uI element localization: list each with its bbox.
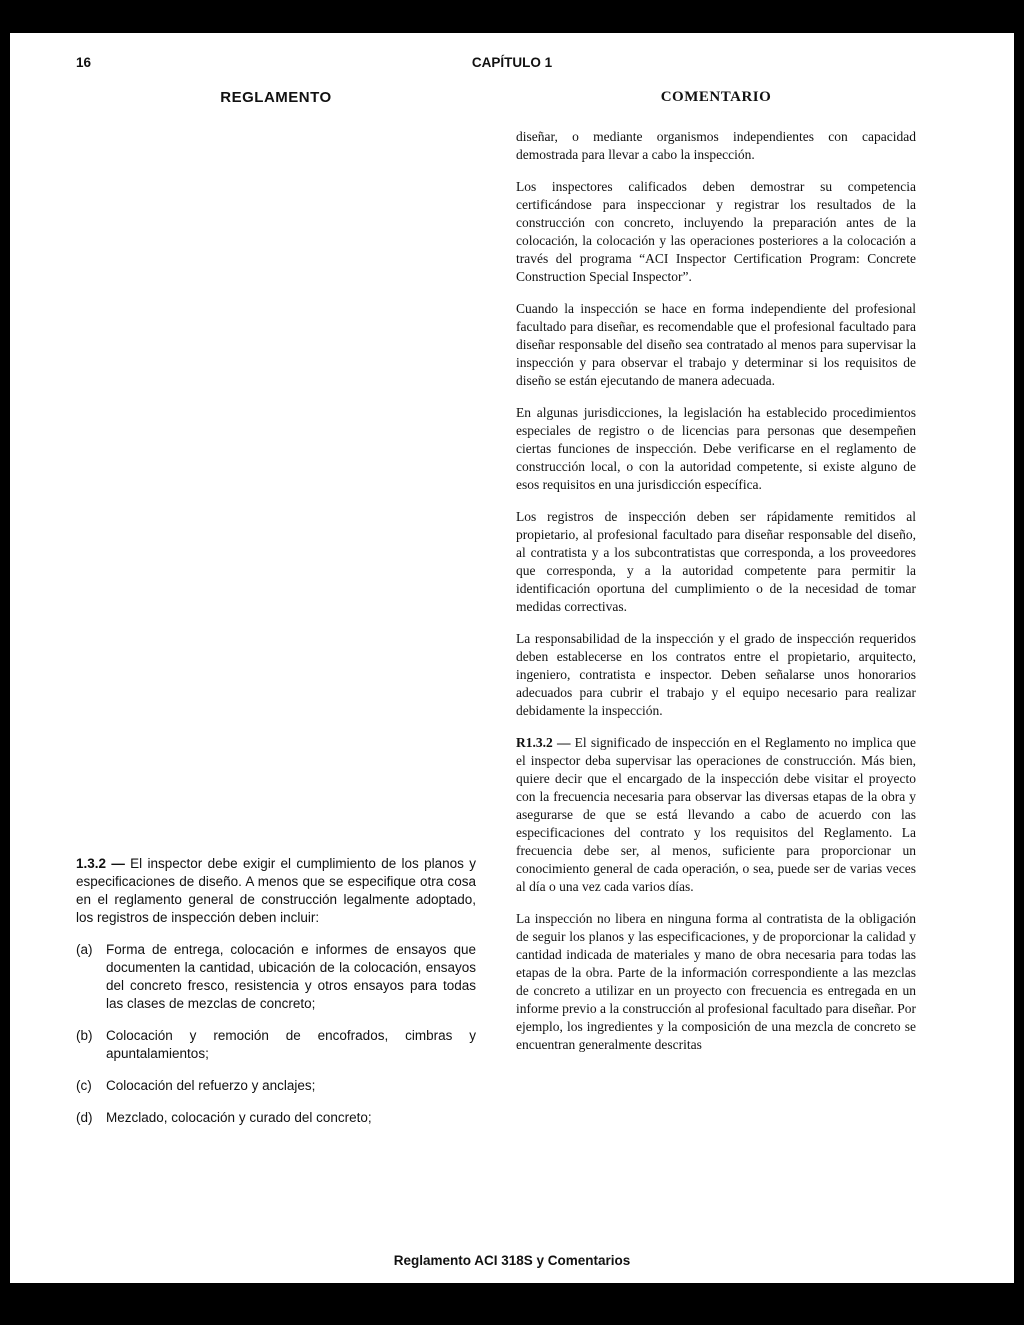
- column-headers: [76, 89, 916, 106]
- list-item-text: Colocación y remoción de encofrados, cimbras y apuntalamientos;: [106, 1028, 476, 1061]
- page-number: 16: [76, 55, 92, 70]
- commentary-paragraph: [516, 178, 916, 286]
- paragraph-text: diseñar, o mediante organismos independientes con capacidad demostrada para llevar a cabo la inspección.: [516, 129, 916, 162]
- list-item-text: Mezclado, colocación y curado del concreto;: [106, 1110, 372, 1125]
- commentary-paragraph: [516, 508, 916, 616]
- commentary-paragraph-R1-3-2: [516, 734, 916, 896]
- paragraph-lead: R1.3.2 —: [516, 735, 575, 750]
- paragraph-text: La inspección no libera en ninguna forma al contratista de la obligación de seguir los planos y las especificaciones, y de proporcionar la calidad y cantidad indicada de materiales y mano de obra necesaria para todas las etapas de la obra. Parte de la información correspondiente a las mezclas de concreto a utilizar en un proyecto con frecuencia es entregada en un informe previo a la construcción al profesional facultado para diseñar. Por ejemplo, los ingredientes y la composición de una mezcla de concreto se encuentran generalmente descritas: [516, 911, 916, 1052]
- list-item-label: (d): [76, 1110, 93, 1125]
- paragraph-text: La responsabilidad de la inspección y el grado de inspección requeridos deben establecerse en los contratos entre el propietario, arquitecto, ingeniero, contratista e inspector. Deben señalarse unos honorarios adecuados para cubrir el trabajo y el equipo necesario para realizar debidamente la inspección.: [516, 631, 916, 718]
- page-body: [76, 128, 916, 1141]
- list-item-label: (b): [76, 1028, 93, 1043]
- list-item-label: (a): [76, 942, 93, 957]
- page-footer: Reglamento ACI 318S y Comentarios: [393, 1253, 631, 1268]
- section-1-3-2: [76, 855, 476, 927]
- commentary-paragraph: [516, 630, 916, 720]
- document-page: [10, 33, 1014, 1283]
- section-number: 1.3.2 —: [76, 856, 131, 871]
- reglamento-column-header: REGLAMENTO: [220, 89, 332, 106]
- commentary-paragraph: [516, 128, 916, 164]
- comentario-column: [516, 128, 916, 1141]
- page-header: [10, 55, 1014, 75]
- list-item-text: Colocación del refuerzo y anclajes;: [106, 1078, 316, 1093]
- list-item-a: [76, 941, 476, 1013]
- reglamento-column: [76, 128, 476, 1141]
- paragraph-text: Los inspectores calificados deben demostrar su competencia certificándose para inspeccionar y registrar los resultados de la construcción con concreto, incluyendo la preparación antes de la colocación, la colocación y las operaciones posteriores a la colocación a través del programa “ACI Inspector Certification Program: Concrete Construction Special Inspector”.: [516, 179, 916, 284]
- paragraph-text: En algunas jurisdicciones, la legislación ha establecido procedimientos especiales de registro o de licencias para personas que desempeñen ciertas funciones de inspección. Debe verificarse en el reglamento de construcción local, o con la autoridad competente, si existe alguno de esos requisitos en una jurisdicción específica.: [516, 405, 916, 492]
- paragraph-text: Los registros de inspección deben ser rápidamente remitidos al propietario, al profesional facultado para diseñar responsable del diseño, al contratista y a los subcontratistas que corresponda, a los proveedores que corresponda, y a la autoridad competente para permitir la identificación oportuna del cumplimiento o de la necesidad de tomar medidas correctivas.: [516, 509, 916, 614]
- commentary-paragraph: [516, 300, 916, 390]
- list-item-text: Forma de entrega, colocación e informes de ensayos que documenten la cantidad, ubicación de la colocación, ensayos del concreto fresco, resistencia y otros ensayos para todas las clases de mezclas de concreto;: [106, 942, 476, 1011]
- commentary-paragraph: [516, 910, 916, 1054]
- list-item-c: [76, 1077, 476, 1095]
- section-text: El inspector debe exigir el cumplimiento de los planos y especificaciones de diseño. A menos que se especifique otra cosa en el reglamento general de construcción legalmente adoptado, los registros de inspección deben incluir:: [76, 856, 476, 925]
- paragraph-text: El significado de inspección en el Reglamento no implica que el inspector deba supervisar las operaciones de construcción. Más bien, quiere decir que el encargado de la inspección debe visitar el proyecto con la frecuencia necesaria para observar las diversas etapas de la obra y asegurarse de que se está llevando a cabo de acuerdo con las especificaciones del contrato y los requisitos del Reglamento. La frecuencia debe ser, al menos, suficiente para proporcionar un conocimiento general de cada operación, o sea, puede ser de varias veces al día o una vez cada varios días.: [516, 735, 917, 894]
- list-item-label: (c): [76, 1078, 92, 1093]
- commentary-paragraph: [516, 404, 916, 494]
- list-item-b: [76, 1027, 476, 1063]
- chapter-title: CAPÍTULO 1: [471, 55, 553, 70]
- paragraph-text: Cuando la inspección se hace en forma independiente del profesional facultado para diseñar, es recomendable que el profesional facultado para diseñar responsable del diseño sea contratado al menos para supervisar la inspección y para observar el trabajo y determinar si los requisitos de diseño se están ejecutando de manera adecuada.: [516, 301, 916, 388]
- list-item-d: [76, 1109, 476, 1127]
- comentario-column-header: COMENTARIO: [660, 89, 772, 105]
